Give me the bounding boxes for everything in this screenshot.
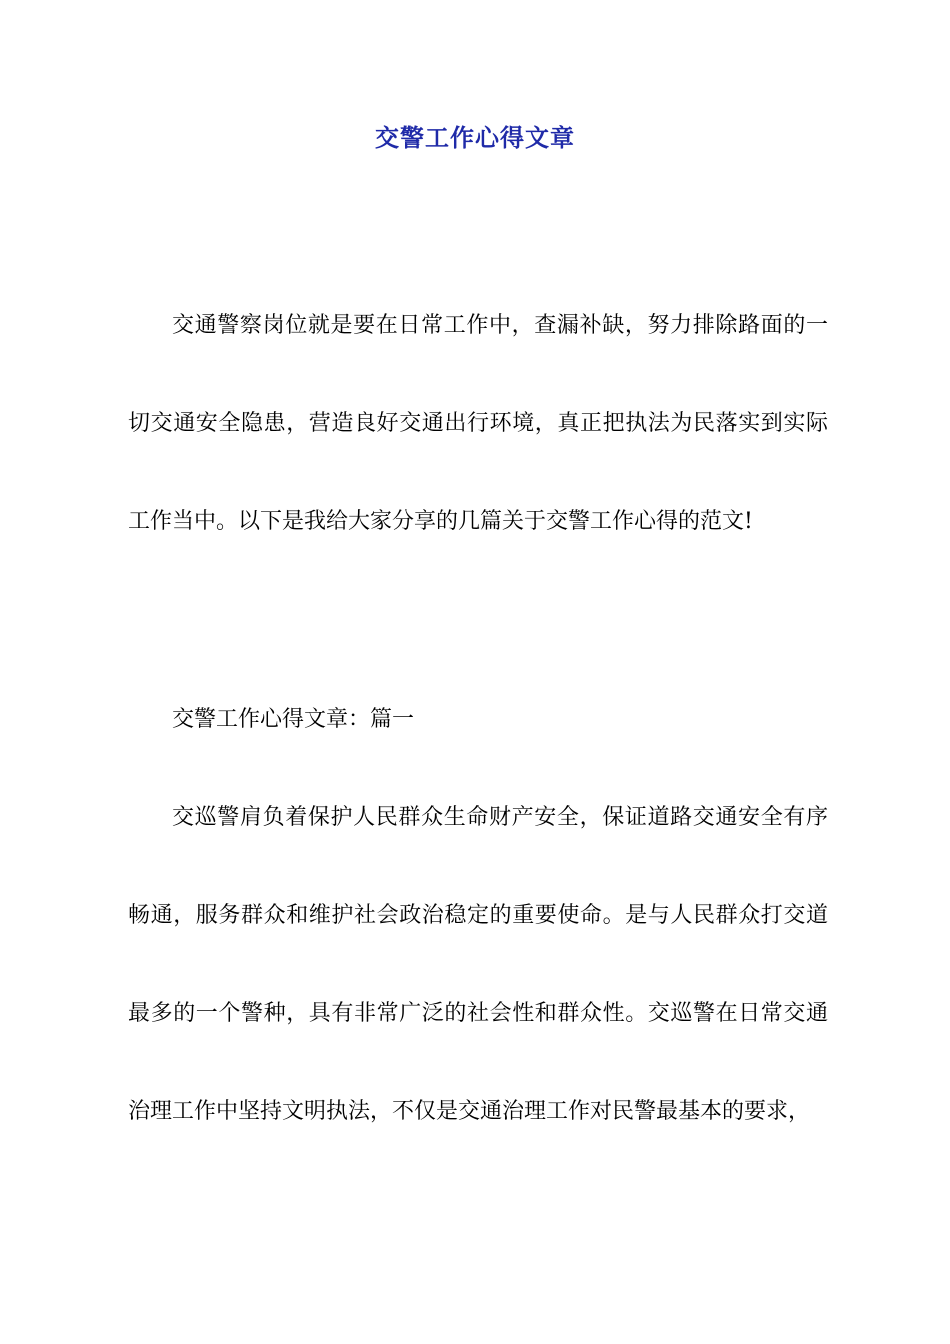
intro-paragraph: 交通警察岗位就是要在日常工作中，查漏补缺，努力排除路面的一切交通安全隐患，营造良好交通出行环境，真正把执法为民落实到实际工作当中。以下是我给大家分享的几篇关于交警工作心得的范文!: [128, 313, 828, 534]
section-heading: 交警工作心得文章：篇一: [172, 707, 415, 732]
document-title: 交警工作心得文章: [375, 124, 575, 152]
body-paragraph: 交巡警肩负着保护人民群众生命财产安全，保证道路交通安全有序畅通，服务群众和维护社会政治稳定的重要使命。是与人民群众打交道最多的一个警种，具有非常广泛的社会性和群众性。交巡警在日常交通治理工作中坚持文明执法，不仅是交通治理工作对民警最基本的要求，: [128, 805, 828, 1124]
